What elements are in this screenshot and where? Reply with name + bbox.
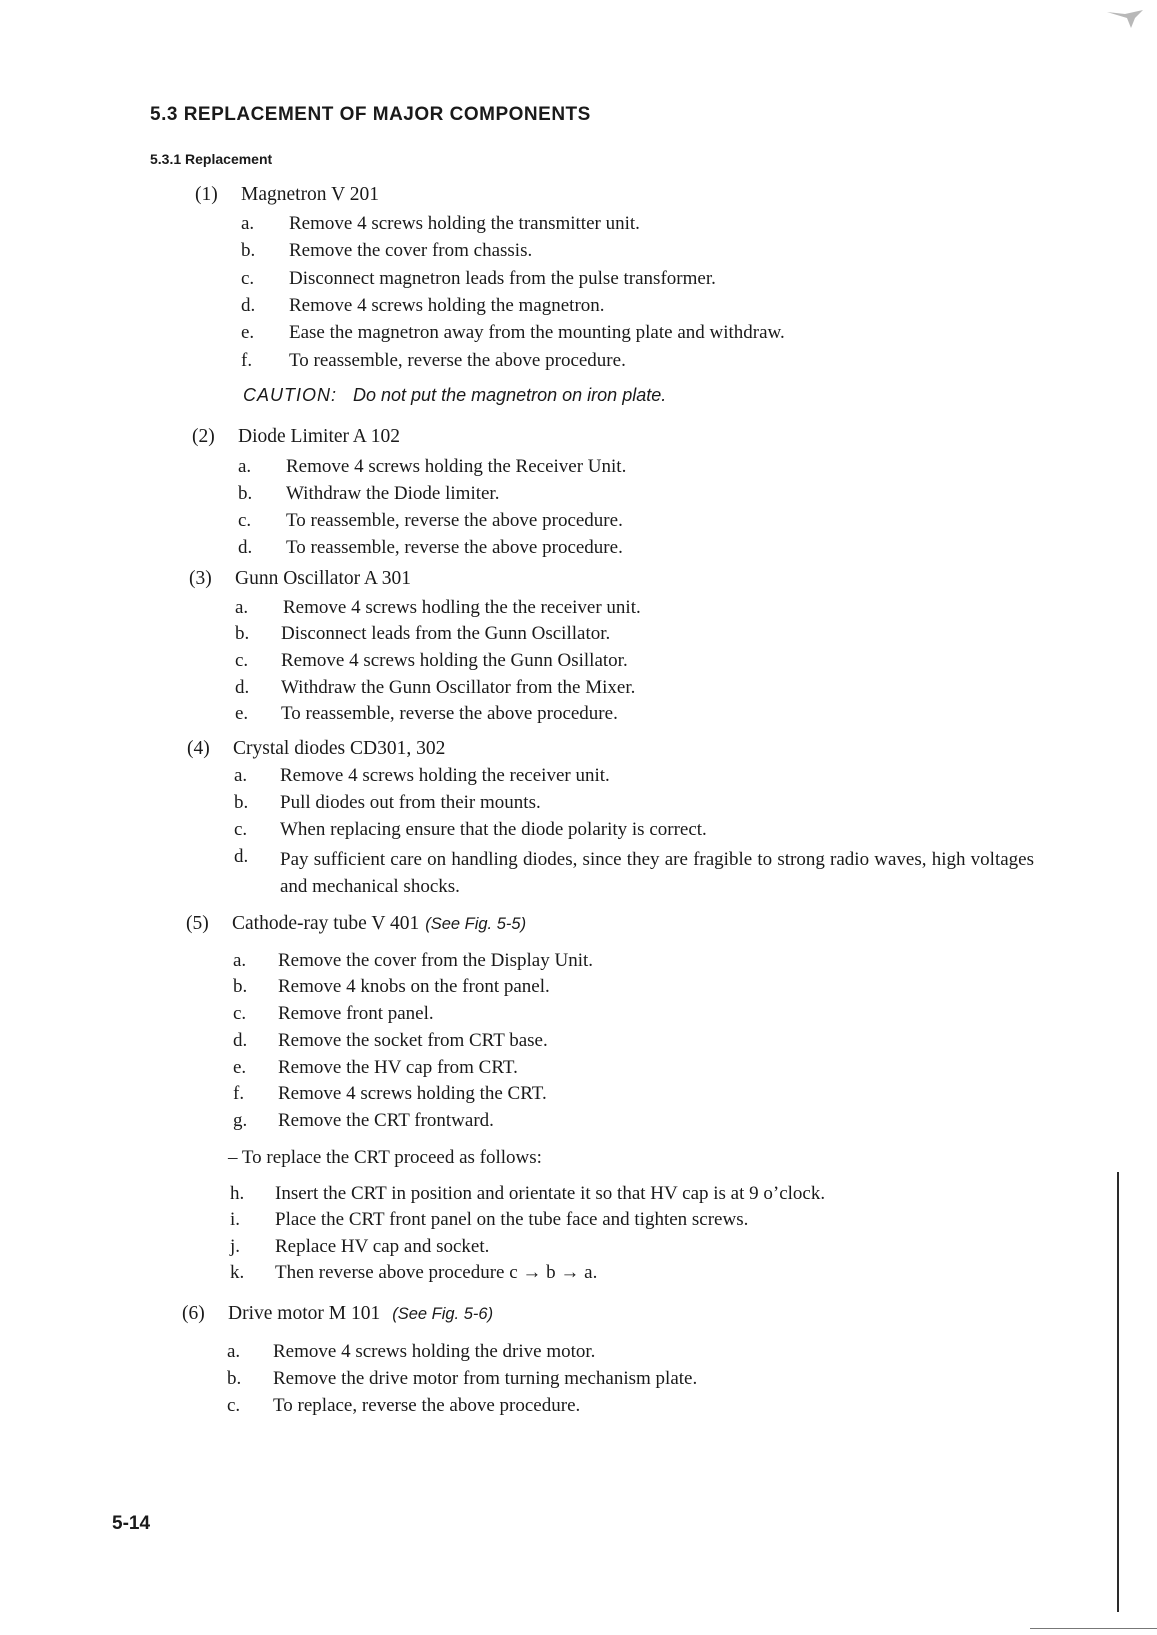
section-title-crystal-diodes [187,738,445,760]
section-title-text: Magnetron V 201 [241,184,379,205]
page-number: 5-14 [112,1513,151,1534]
section-number: (6) [182,1303,205,1324]
manual-page: 5.3 REPLACEMENT OF MAJOR COMPONENTS 5.3.1 Replacement (1) Magnetron V 201 a. Remove 4 screws holding the transmitter unit. b. Remove the cover from chassis. c. Disconnect magnetron leads from the pulse transformer. d. Remove 4 screws holding the magnetron. e. Ease the magnetron away from the mounting plate and withdraw. f. To reassemble, reverse the above procedure. CAUTION: Do not put the magnetron on iron plate. (2) Diode Limiter A 102 a. Remove 4 screws holding the Receiver Unit. b. Withdraw the Diode limiter. c. To reassemble, reverse the above procedure. d. To reassemble, reverse the above procedure. (3) Gunn Oscillator A 301 a. Remove 4 screws hodling the the receiver unit. b. Disconnect leads from the Gunn Oscillator. c. Remove 4 screws holding the Gunn Osillator. d. Withdraw the Gunn Oscillator from the Mixer. e. To reassemble, reverse the above procedure. (4) Crystal diodes CD301, 302 a. Remove 4 screws holding the receiver unit. b. Pull diodes out from their mounts. c. When replacing ensure that the diode polarity is correct. d. Pay sufficient care on handling diodes, since they are fragible to strong radio waves, high voltages and mechanical shocks. (5) Cathode-ray tube V 401 (See Fig. 5-5) a. Remove the cover from the Display Unit. b. Remove 4 knobs on the front panel. c. Remove front panel. d. Remove the socket from CRT base. e. Remove the HV cap from CRT. f. Remove 4 screws holding the CRT. g. Remove the CRT frontward. – To replace the CRT proceed as follows: h. Insert the CRT in position and orientate it so that HV cap is at 9 o’clock. i. Place the CRT front panel on the tube face and tighten screws. j. Replace HV cap and socket. k. Then reverse above procedure c → b → a. (6) Drive motor M 101 (See Fig. 5-6) a. Remove 4 screws holding the drive motor. b. Remove the drive motor from turning mechanism plate. c. To replace, reverse the above procedure. 5-14 [0,0,1157,1635]
section-title-diode-limiter [192,426,400,448]
section-title-drive-motor [182,1303,493,1325]
subsection-heading: 5.3.1 Replacement [150,151,273,167]
section-title-gunn-oscillator [189,568,411,590]
section-title-text: Cathode-ray tube V 401 [232,913,420,934]
section-number: (3) [189,568,212,589]
section-title-text: Gunn Oscillator A 301 [235,568,412,589]
section-title-text: Crystal diodes CD301, 302 [233,738,446,759]
section-number: (5) [186,913,209,934]
section-number: (2) [192,426,215,447]
caution-label: CAUTION: [243,385,338,405]
procedure-note: – To replace the CRT proceed as follows: [228,1147,542,1168]
scan-corner-mark-icon [1105,8,1145,30]
section-number: (4) [187,738,210,759]
caution-note [243,385,666,406]
caution-text: Do not put the magnetron on iron plate. [353,385,667,405]
figure-reference: (See Fig. 5-5) [425,915,527,933]
section-title-magnetron [195,184,379,206]
section-number: (1) [195,184,218,205]
figure-reference: (See Fig. 5-6) [392,1305,494,1323]
section-heading: 5.3 REPLACEMENT OF MAJOR COMPONENTS [150,104,591,125]
section-title-text: Drive motor M 101 [228,1303,381,1324]
scan-bottom-line [1030,1628,1157,1629]
section-title-text: Diode Limiter A 102 [238,426,400,447]
scan-edge-line [1117,1172,1119,1612]
section-title-crt [186,913,526,935]
